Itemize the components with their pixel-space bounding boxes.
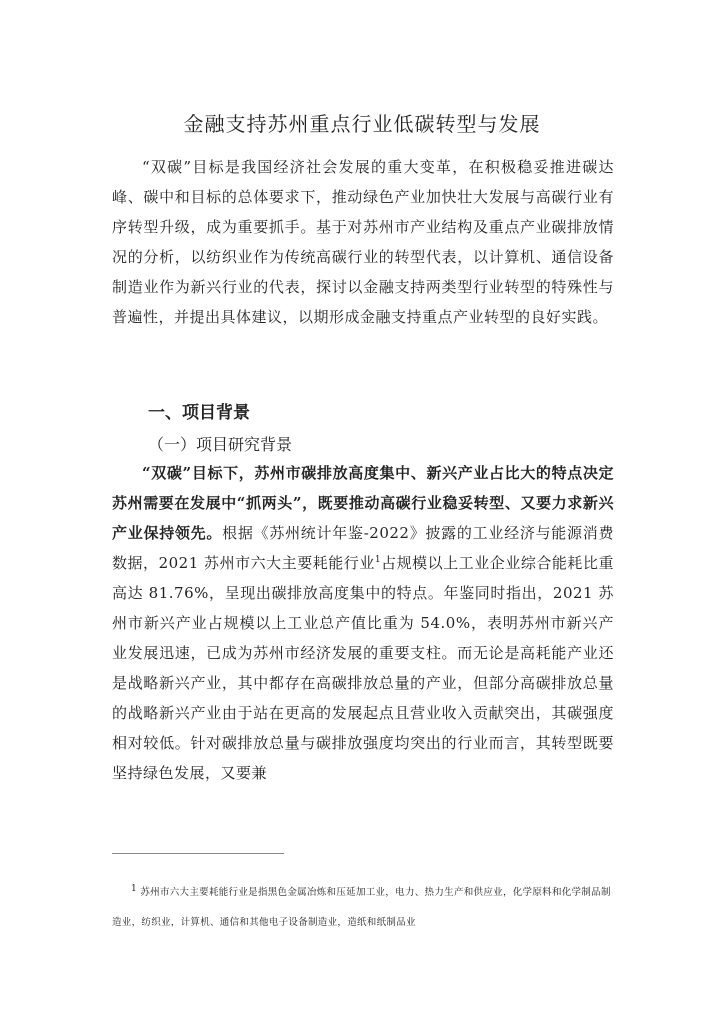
bold-lead-text: “双碳”目标下，苏州市碳排放高度集中、新兴产业占比大的特点决定苏州需要在发展中“抓两头”，既要推动高碳行业稳妥转型、又要力求新兴产业保持领先。 — [112, 464, 614, 542]
footnote-divider — [112, 853, 284, 854]
body-text-b: 占规模以上工业企业综合能耗比重高达 81.76%，呈现出碳排放高度集中的特点。年鉴同时指出，2021 苏州市新兴产业占规模以上工业总产值比重为 54.0%，表明苏州市新兴产业发展迅速，已成为苏州市经济发展的重要支柱。而无论是高耗能产业还是战略新兴产业，其中都存在高碳排放总量的产业，但部分高碳排放总量的战略新兴产业由于站在更高的发展起点且营业收入贡献突出，其碳强度相对较低。针对碳排放总量与碳排放强度均突出的行业而言，其转型既要坚持绿色发展，又要兼 — [112, 554, 614, 782]
footnote-text: 苏州市六大主要耗能行业是指黑色金属冶炼和压延加工业，电力、热力生产和供应业，化学原料和化学制品制造业，纺织业，计算机、通信和其他电子设备制造业，造纸和纸制品业 — [112, 887, 611, 928]
subsection-heading: （一）项目研究背景 — [148, 435, 293, 454]
body-paragraph — [112, 458, 614, 788]
body-text-a: 根据《苏州统计年鉴-2022》披露的工业经济与能源消费数据，2021 苏州市六大主要耗能行业 — [112, 524, 614, 572]
footnote-mark: 1 — [131, 883, 138, 894]
document-title: 金融支持苏州重点行业低碳转型与发展 — [183, 112, 541, 136]
footnote-reference[interactable]: 1 — [374, 555, 382, 565]
intro-paragraph: “双碳”目标是我国经济社会发展的重大变革，在积极稳妥推进碳达峰、碳中和目标的总体要求下，推动绿色产业加快壮大发展与高碳行业有序转型升级，成为重要抓手。基于对苏州市产业结构及重点产业碳排放情况的分析，以纺织业作为传统高碳行业的转型代表，以计算机、通信设备制造业作为新兴行业的代表，探讨以金融支持两类型行业转型的特殊性与普遍性，并提出具体建议，以期形成金融支持重点产业转型的良好实践。 — [112, 158, 614, 326]
section-heading: 一、项目背景 — [148, 403, 250, 423]
footnote — [112, 878, 614, 938]
